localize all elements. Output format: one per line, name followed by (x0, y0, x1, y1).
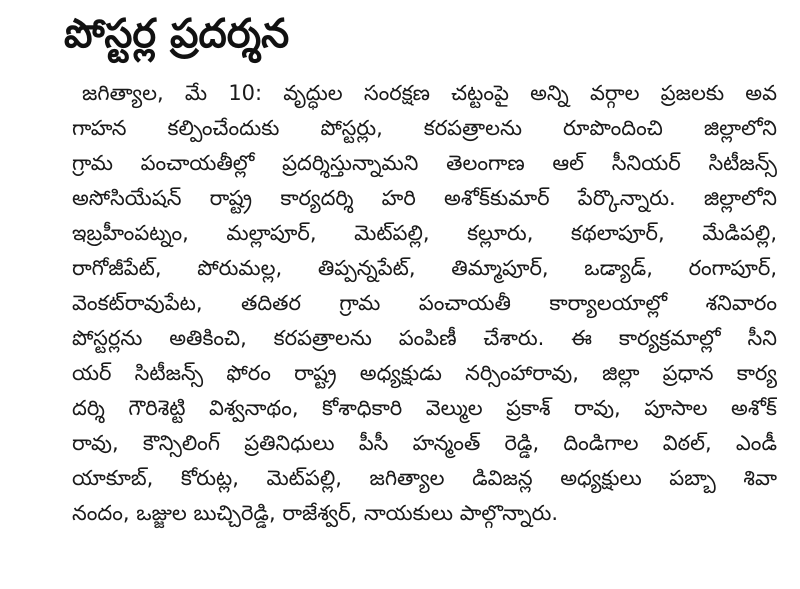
article-line: దర్శి గౌరిశెట్టి విశ్వనాథం, కోశాధికారి వెల్ముల ప్రకాశ్ రావు, పూసాల అశోక్ (72, 396, 777, 420)
article-line: జగిత్యాల, మే 10: వృద్ధుల సంరక్షణ చట్టంపై అన్ని వర్గాల ప్రజలకు అవ (82, 81, 777, 105)
article-line: అసోసియేషన్ రాష్ట్ర కార్యదర్శి హరి అశోక్‌కుమార్ పేర్కొన్నారు. జిల్లాలోని (72, 186, 777, 210)
article-line: నందం, ఒజ్జుల బుచ్చిరెడ్డి, రాజేశ్వర్, నాయకులు పాల్గొన్నారు. (72, 501, 559, 525)
article-line: రాగోజీపేట్, పోరుమల్ల, తిప్పన్నపేట్, తిమ్మాపూర్, ఒడ్యాడ్, రంగాపూర్, (72, 256, 777, 280)
headline: పోస్టర్ల ప్రదర్శన (64, 11, 290, 57)
article-line: యర్ సిటీజన్స్ ఫోరం రాష్ట్ర అధ్యక్షుడు నర్సింహారావు, జిల్లా ప్రధాన కార్య (72, 361, 777, 385)
article-line: ఇబ్రహీంపట్నం, మల్లాపూర్, మెట్‌పల్లి, కల్లూరు, కథలాపూర్, మేడిపల్లి, (72, 221, 777, 245)
article-line: రావు, కౌన్సిలింగ్ ప్రతినిధులు పీసీ హన్మంత్ రెడ్డి, దిండిగాల విఠల్, ఎండీ (72, 431, 777, 455)
article-line: పోస్టర్లను అతికించి, కరపత్రాలను పంపిణీ చేశారు. ఈ కార్యక్రమాల్లో సీని (72, 326, 777, 350)
article-line: గ్రామ పంచాయతీల్లో ప్రదర్శిస్తున్నామని తెలంగాణ ఆల్ సీనియర్ సిటీజన్స్ (72, 151, 777, 175)
article-line: గాహన కల్పించేందుకు పోస్టర్లు, కరపత్రాలను రూపొందించి జిల్లాలోని (72, 116, 777, 140)
article-line: యాకూబ్, కోరుట్ల, మెట్‌పల్లి, జగిత్యాల డివిజన్ల అధ్యక్షులు పబ్బా శివా (72, 466, 777, 490)
article-body (72, 76, 777, 531)
article-line: వెంకట్‌రావుపేట, తదితర గ్రామ పంచాయతీ కార్యాలయాల్లో శనివారం (72, 291, 777, 315)
